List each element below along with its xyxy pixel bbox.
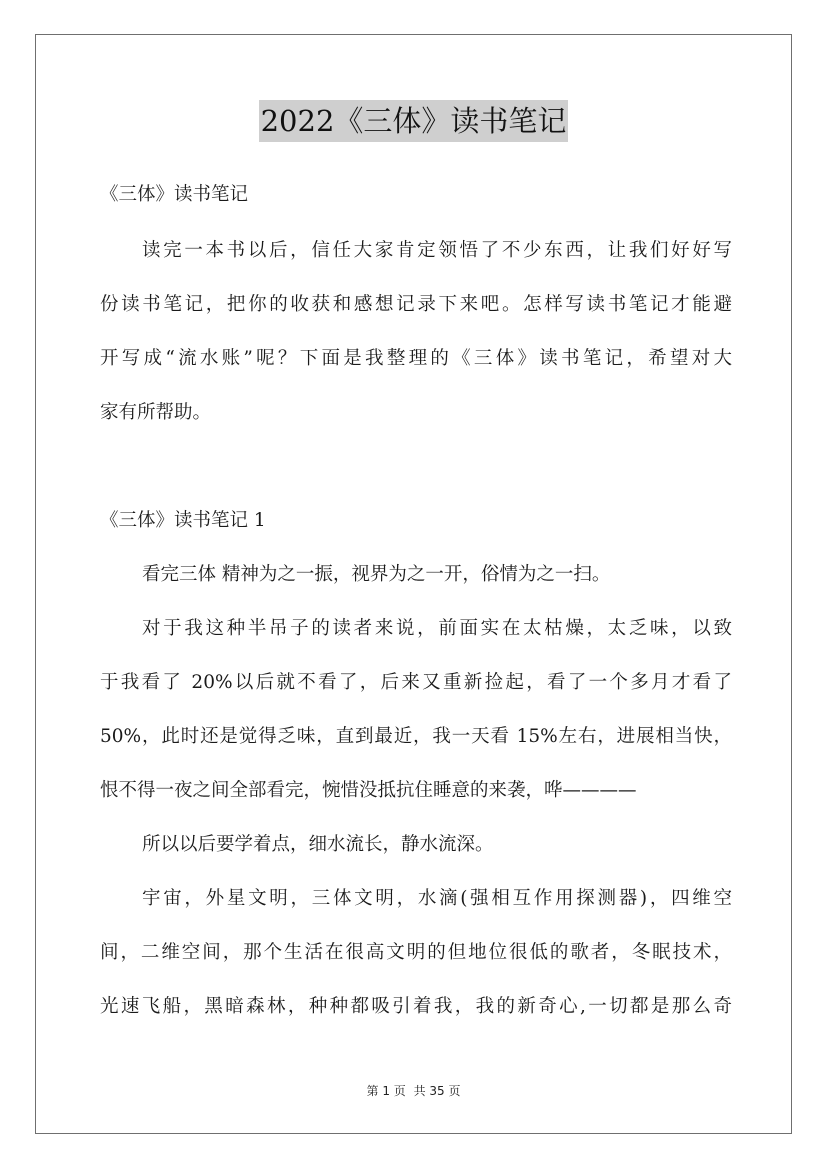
text-line: 家有所帮助。 <box>100 402 212 423</box>
title-container <box>0 100 827 142</box>
text-line: 50%，此时还是觉得乏味，直到最近，我一天看 15%左右，进展相当快， <box>100 726 732 747</box>
text-line: 读完一本书以后，信任大家肯定领悟了不少东西，让我们好好写 <box>142 240 732 261</box>
text-line: 间，二维空间，那个生活在很高文明的但地位很低的歌者，冬眠技术， <box>100 942 732 963</box>
text-line: 宇宙，外星文明，三体文明，水滴(强相互作用探测器)，四维空 <box>142 888 732 909</box>
section-heading: 《三体》读书笔记 <box>100 184 249 205</box>
page-number: 第 1 页 <box>366 1084 406 1098</box>
text-line: 开写成“流水账”呢？下面是我整理的《三体》读书笔记，希望对大 <box>100 348 732 369</box>
text-line: 所以以后要学着点，细水流长，静水流深。 <box>142 834 494 855</box>
section-heading: 《三体》读书笔记 1 <box>100 510 266 531</box>
page-footer <box>0 1082 827 1099</box>
text-line: 于我看了 20%以后就不看了，后来又重新捡起，看了一个多月才看了 <box>100 672 732 693</box>
page-total: 共 35 页 <box>413 1084 461 1098</box>
text-line: 光速飞船，黑暗森林，种种都吸引着我，我的新奇心,一切都是那么奇 <box>100 996 732 1017</box>
document-body <box>100 172 732 1029</box>
paragraph-gap <box>100 217 732 218</box>
text-line: 看完三体 精神为之一振，视界为之一开，俗情为之一扫。 <box>142 564 611 585</box>
text-line: 份读书笔记，把你的收获和感想记录下来吧。怎样写读书笔记才能避 <box>100 294 732 315</box>
text-line: 对于我这种半吊子的读者来说，前面实在太枯燥，太乏味，以致 <box>142 618 732 639</box>
document-title: 2022《三体》读书笔记 <box>259 100 569 142</box>
text-line: 恨不得一夜之间全部看完，惋惜没抵抗住睡意的来袭，哗———— <box>100 780 637 801</box>
